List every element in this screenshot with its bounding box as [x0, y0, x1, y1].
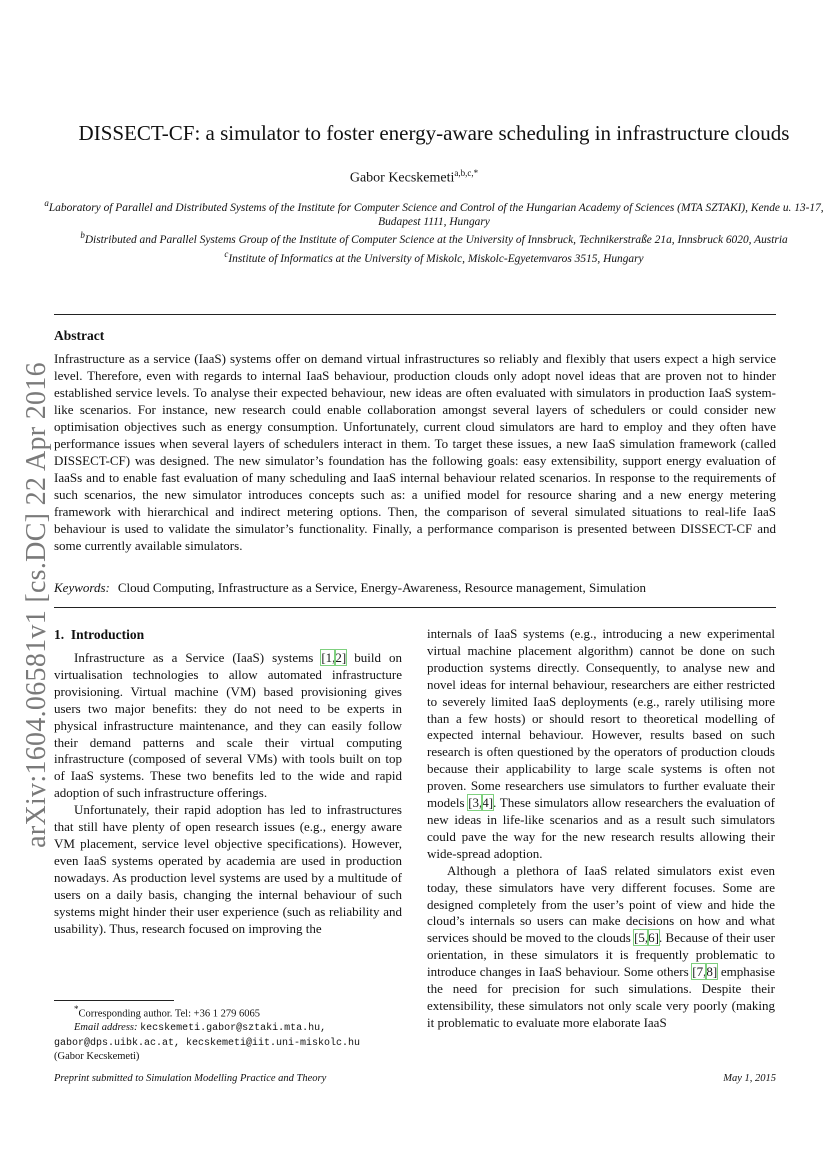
paper-title: DISSECT-CF: a simulator to foster energy-aware scheduling in infrastructure clouds — [78, 121, 790, 145]
footnote-text: Corresponding author. Tel: +36 1 279 6065 — [78, 1008, 260, 1020]
citation-link[interactable]: 8] — [706, 964, 718, 980]
keywords-label: Keywords: — [54, 580, 110, 595]
citation-link[interactable]: 2] — [335, 650, 347, 665]
email-link[interactable]: gabor@dps.uibk.ac.at, kecskemeti@iit.uni-miskolc.hu — [54, 1037, 361, 1049]
affiliation-c: $^c$Institute of Informatics at the University of Miskolc, Miskolc-Egyetemvaros 3515, Hungary — [224, 248, 644, 265]
author-name: Gabor Kecskemeti — [349, 170, 455, 186]
left-column — [54, 650, 402, 937]
footnote-mark: * — [74, 1004, 79, 1014]
footnote — [54, 1003, 414, 1064]
citation-link[interactable]: [7, — [692, 964, 707, 980]
footnote-name: (Gabor Kecskemeti) — [54, 1051, 140, 1062]
citation-link[interactable]: [5, — [634, 930, 649, 946]
top-rule — [54, 314, 776, 315]
citation-link[interactable]: 4] — [482, 795, 494, 811]
affiliations — [40, 197, 828, 267]
section-title: Introduction — [70, 627, 145, 642]
paragraph: internals of IaaS systems (e.g., introducing a new experimental virtual machine placement algorithm) cannot be done on such production systems directly. Consequently, to analyse new and novel ideas for internal behaviour, researchers are either restricted to severely limited IaaS deployments (e.g., rarely utilising more than a few hosts) or should resort to theoretical modelling of expected internal behaviour. However, results based on such research is often questioned by the operators of production clouds because their applicability to large scale systems is often not proven. Some researchers use simulators to further evaluate their models [3,4]. These simulators allow researchers the evaluation of new ideas in life-like scenarios and as a result such simulators could pave the way for the new research results allowing their wide-spread adoption. — [427, 626, 775, 861]
footer-journal: Preprint submitted to Simulation Modelling Practice and Theory — [54, 1073, 327, 1084]
keywords-text: Cloud Computing, Infrastructure as a Service, Energy-Awareness, Resource management, Simulation — [117, 580, 647, 595]
affiliation-b: $^b$Distributed and Parallel Systems Group of the Institute of Computer Science at the University of Innsbruck, Technikerstraße 21a, Innsbruck 6020, Austria — [80, 230, 788, 247]
author-marks: a,b,c,* — [454, 168, 479, 178]
email-link[interactable]: kecskemeti.gabor@sztaki.mta.hu, — [140, 1023, 327, 1034]
email-label: Email address: — [74, 1022, 138, 1033]
author-line — [0, 168, 828, 187]
abstract-body — [54, 350, 776, 554]
affiliation-a: $^a$Laboratory of Parallel and Distributed Systems of the Institute for Computer Science and Control of the Hungarian Academy of Sciences (MTA SZTAKI), Kende u. 13-17, Budapest 1111, Hungary — [44, 198, 824, 228]
section-heading — [54, 627, 144, 643]
right-column — [427, 626, 775, 1032]
keywords — [54, 580, 646, 596]
bottom-rule — [54, 607, 776, 608]
arxiv-identifier-text: arXiv:1604.06581v1 [cs.DC] 22 Apr 2016 — [21, 362, 52, 848]
citation-link[interactable]: [1, — [321, 650, 336, 665]
paragraph: Unfortunately, their rapid adoption has led to infrastructures that still have plenty of open research issues (e.g., energy aware VM placement, service level objective specifications). However, even IaaS systems operated by academia are used in production nowadays. As production level systems are used by a multitude of users on a daily basis, changing the internal behaviour of such systems might hinder their user experience (such as reliability and usability). Thus, research focused on improving the — [54, 802, 402, 936]
paragraph: Infrastructure as a Service (IaaS) systems [1,2] build on virtualisation technologies to allow automated infrastructure provisioning. Virtual machine (VM) based provisioning gives users two major benefits: they do not need to be experts in physical infrastructure maintenance, and they can easily follow their demand patterns and scale their virtual computing infrastructure (composed of several VMs) with tools built on top of IaaS systems. These two benefits led to the wide and rapid adoption of such infrastructure offerings. — [54, 650, 402, 801]
abstract-heading: Abstract — [54, 328, 105, 343]
footnote-rule — [54, 1000, 174, 1001]
paragraph: Although a plethora of IaaS related simulators exist even today, these simulators have very different focuses. Some are designed completely from the user’s point of view and hide the cloud’s internals so users can make decisions on how and what services should be moved to the clouds [5,6]. Because of their user orientation, in these simulators it is frequently problematic to introduce changes in IaaS behaviour. Some others [7,8] emphasise the need for precision for such simulations. Despite their extensibility, these simulators not only scale very poorly (making it problematic to evaluate more elaborate IaaS — [427, 862, 775, 1030]
abstract-text: Infrastructure as a service (IaaS) systems offer on demand virtual infrastructures so reliably and flexibly that users expect a high service level. Therefore, even with regards to internal IaaS behaviour, production clouds only adopt novel ideas that are proven not to hinder established service levels. To analyse their expected behaviour, new ideas are often evaluated with simulators in production IaaS system-like scenarios. For instance, new research could enable collaboration amongst several layers of schedulers or could consider new optimisation objectives such as energy consumption. Unfortunately, current cloud simulators are hard to employ and they often have performance issues when several layers of schedulers interact in them. To target these issues, a new IaaS simulation framework (called DISSECT-CF) was designed. The new simulator’s foundation has the following goals: easy extensibility, support energy evaluation of IaaSs and to enable fast evaluation of many scheduling and IaaS internal behaviour related scenarios. In response to the requirements of such scenarios, the new simulator introduces concepts such as: a unified model for resource sharing and a new energy metering framework with hierarchical and indirect metering options. Then, the comparison of several simulated situations to real-life IaaS behaviour is used to validate the simulator’s functionality. Finally, a performance comparison is presented between DISSECT-CF and some currently available simulators. — [54, 351, 776, 553]
citation-link[interactable]: 6] — [648, 930, 660, 946]
arxiv-identifier — [17, 360, 57, 850]
footer-date: May 1, 2015 — [723, 1073, 776, 1084]
section-number: 1. — [54, 627, 65, 642]
citation-link[interactable]: [3, — [468, 795, 483, 811]
